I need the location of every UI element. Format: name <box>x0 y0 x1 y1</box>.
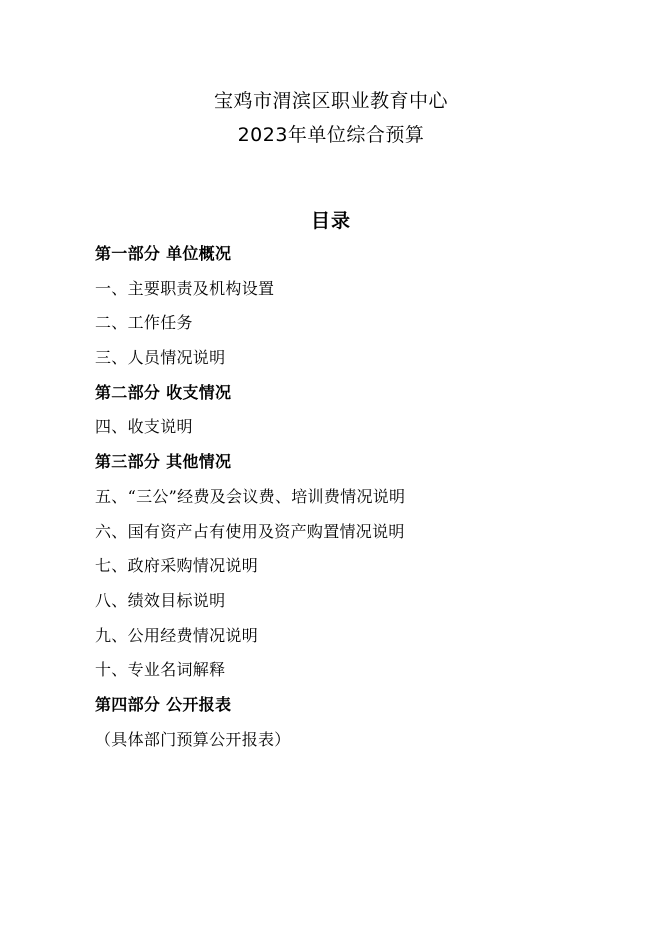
toc-item-4: 四、收支说明 <box>95 417 193 437</box>
toc-item-1: 一、主要职责及机构设置 <box>95 278 275 298</box>
toc-part-1: 第一部分 单位概况 <box>95 244 232 263</box>
toc-item-3: 三、人员情况说明 <box>95 348 226 368</box>
toc-item-5: 五、“三公”经费及会议费、培训费情况说明 <box>95 486 406 506</box>
toc-item-9: 九、公用经费情况说明 <box>95 625 259 645</box>
toc-part-3: 第三部分 其他情况 <box>95 452 232 472</box>
table-of-contents <box>95 243 615 763</box>
toc-part-4: 第四部分 公开报表 <box>95 694 232 714</box>
toc-part-2: 第二部分 收支情况 <box>95 382 232 402</box>
toc-item-10: 十、专业名词解释 <box>95 660 226 680</box>
toc-heading: 目录 <box>310 210 351 232</box>
toc-item-6: 六、国有资产占有使用及资产购置情况说明 <box>95 521 405 541</box>
document-title-budget: 2023年单位综合预算 <box>237 124 425 146</box>
toc-item-8: 八、绩效目标说明 <box>95 590 226 610</box>
toc-item-2: 二、工作任务 <box>95 313 193 333</box>
toc-item-7: 七、政府采购情况说明 <box>95 556 259 576</box>
toc-item-reports: （具体部门预算公开报表） <box>95 729 291 749</box>
document-title-unit: 宝鸡市渭滨区职业教育中心 <box>213 90 448 112</box>
